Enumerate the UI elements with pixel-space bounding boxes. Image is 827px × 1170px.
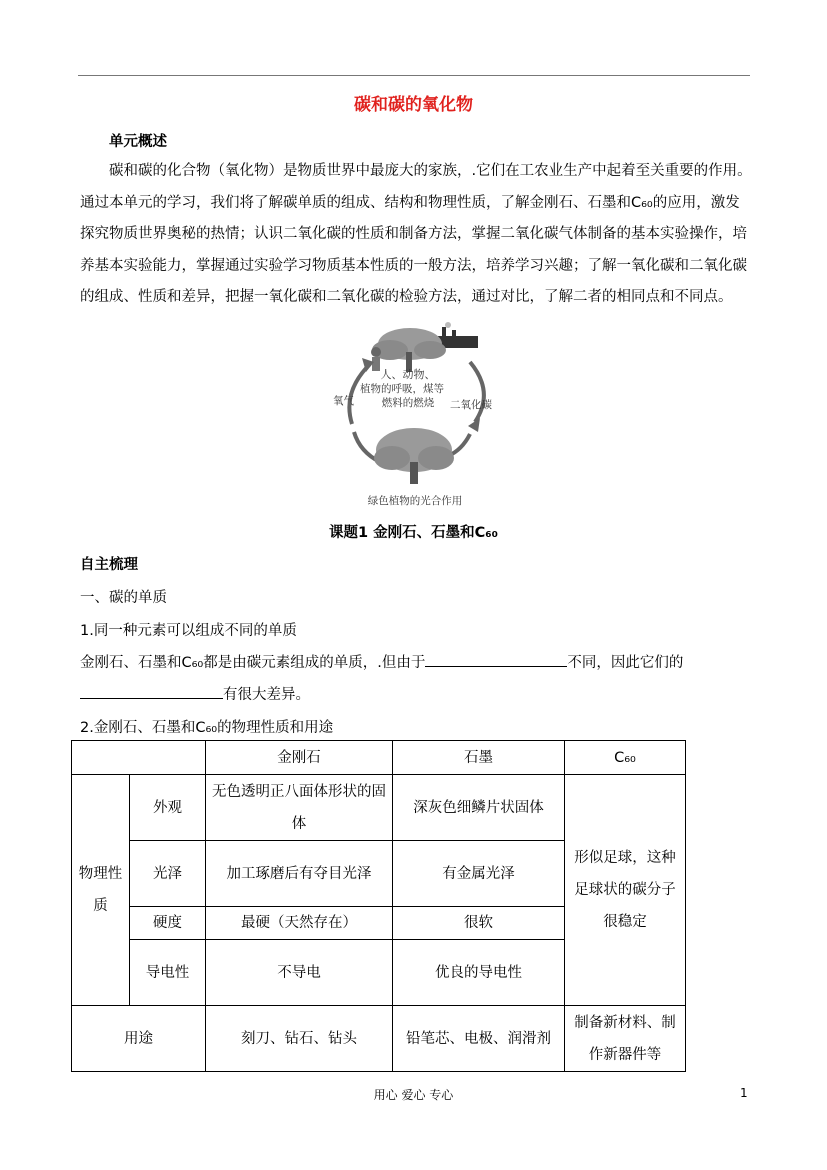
table-row — [72, 1006, 686, 1072]
overview-text: 碳和碳的化合物（氧化物）是物质世界中最庞大的家族，.它们在工农业生产中起着至关重要的作用。通过本单元的学习，我们将了解碳单质的组成、结构和物理性质，了解金刚石、石墨和C₆₀的应用，激发探究物质世界奥秘的热情；认识二氧化碳的性质和制备方法，掌握二氧化碳气体制备的基本实验操作，培养基本实验能力，掌握通过实验学习物质基本性质的一般方法，培养学习兴趣；了解一氧化碳和二氧化碳的组成、性质和差异，把握一氧化碳和二氧化碳的检验方法，通过对比，了解二者的相同点和不同点。 — [80, 163, 752, 305]
blank-1[interactable] — [425, 652, 567, 667]
fill-part-2: 不同，因此它们的 — [567, 655, 684, 671]
header-diamond: 金刚石 — [206, 741, 393, 775]
fill-blank-line-2 — [80, 683, 310, 704]
diamond-use: 刻刀、钻石、钻头 — [206, 1006, 393, 1072]
fill-part-1: 金刚石、石墨和C₆₀都是由碳元素组成的单质，.但由于 — [80, 655, 426, 671]
factory-icon — [438, 322, 478, 348]
diagram-label-oxygen: 氧气 — [333, 395, 354, 407]
fill-blank-line-1 — [80, 651, 752, 672]
header-rule — [78, 75, 750, 76]
overview-paragraph — [80, 156, 752, 314]
c60-property: 形似足球，这种足球状的碳分子很稳定 — [565, 775, 686, 1006]
header-c60: C₆₀ — [565, 741, 686, 775]
top-tree-icon — [372, 328, 446, 372]
diagram-label-mid2: 燃料的燃烧 — [381, 397, 435, 409]
section-one-heading: 一、碳的单质 — [80, 590, 167, 606]
diagram-caption: 绿色植物的光合作用 — [367, 495, 463, 507]
use-label: 用途 — [72, 1006, 206, 1072]
graphite-appearance: 深灰色细鳞片状固体 — [393, 775, 565, 841]
c60-use: 制备新材料、制作新器件等 — [565, 1006, 686, 1072]
graphite-luster: 有金属光泽 — [393, 841, 565, 907]
graphite-use: 铅笔芯、电极、润滑剂 — [393, 1006, 565, 1072]
properties-table — [71, 740, 686, 1072]
attr-hardness: 硬度 — [130, 907, 206, 940]
item-two: 2.金刚石、石墨和C₆₀的物理性质和用途 — [80, 720, 334, 736]
blank-2[interactable] — [80, 684, 223, 699]
page-footer: 用心 爱心 专心 — [373, 1088, 454, 1102]
attr-luster: 光泽 — [130, 841, 206, 907]
diagram-label-top: 人、动物、 — [380, 368, 436, 381]
header-graphite: 石墨 — [393, 741, 565, 775]
group-label: 物理性质 — [72, 775, 130, 1006]
bottom-tree-icon — [374, 428, 454, 484]
page-title: 碳和碳的氧化物 — [354, 95, 473, 115]
unit-overview-heading: 单元概述 — [109, 134, 167, 150]
item-one: 1.同一种元素可以组成不同的单质 — [80, 623, 297, 639]
table-row — [72, 775, 686, 841]
table-header-row — [72, 741, 686, 775]
attr-conductivity: 导电性 — [130, 940, 206, 1006]
graphite-hardness: 很软 — [393, 907, 565, 940]
diamond-luster: 加工琢磨后有夺目光泽 — [206, 841, 393, 907]
fill-part-3: 有很大差异。 — [223, 687, 310, 703]
diamond-appearance: 无色透明正八面体形状的固体 — [206, 775, 393, 841]
diamond-hardness: 最硬（天然存在） — [206, 907, 393, 940]
lesson-title: 课题1 金刚石、石墨和C₆₀ — [329, 525, 498, 541]
self-study-heading: 自主梳理 — [80, 557, 138, 573]
diagram-label-mid1: 植物的呼吸，煤等 — [360, 383, 444, 395]
page-number: 1 — [740, 1086, 748, 1100]
diamond-conductivity: 不导电 — [206, 940, 393, 1006]
carbon-cycle-diagram — [330, 322, 500, 512]
graphite-conductivity: 优良的导电性 — [393, 940, 565, 1006]
person-icon — [371, 347, 381, 371]
attr-appearance: 外观 — [130, 775, 206, 841]
diagram-label-co2: 二氧化碳 — [450, 399, 492, 411]
co2-arrow-down-right — [470, 362, 484, 422]
header-empty — [72, 741, 206, 775]
